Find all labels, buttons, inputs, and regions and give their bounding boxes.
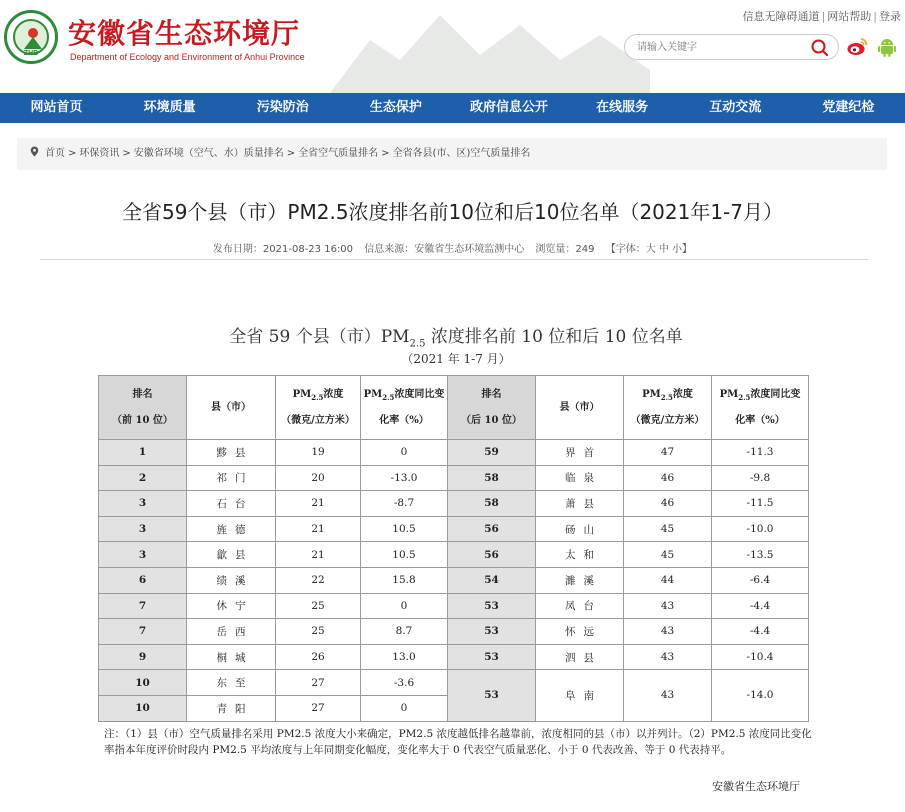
cell-county: 泗县 bbox=[536, 644, 624, 670]
cell-pm: 26 bbox=[276, 644, 361, 670]
cell-county: 界首 bbox=[536, 440, 624, 466]
ranking-table bbox=[98, 375, 809, 722]
document-signature: 安徽省生态环境厅 bbox=[712, 780, 800, 793]
cell-county: 石台 bbox=[187, 491, 276, 517]
article-title: 全省59个县（市）PM2.5浓度排名前10位和后10位名单（2021年1-7月） bbox=[121, 200, 784, 224]
logo-mountain-icon bbox=[24, 37, 42, 49]
cell-change: -4.4 bbox=[712, 593, 809, 619]
cell-rank: 3 bbox=[99, 542, 187, 568]
cell-change: -6.4 bbox=[712, 567, 809, 593]
header-county: 县（市） bbox=[187, 376, 276, 440]
cell-pm: 22 bbox=[276, 567, 361, 593]
cell-change: -8.7 bbox=[361, 491, 448, 517]
cell-change: 0 bbox=[361, 593, 448, 619]
header-change-rate: $PM_{2.5}$浓度同比变 化率（%） bbox=[361, 376, 448, 440]
nav-interaction[interactable]: 互动交流 bbox=[709, 100, 762, 115]
cell-rank: 6 bbox=[99, 567, 187, 593]
cell-change: 10.5 bbox=[361, 516, 448, 542]
cell-county: 东至 bbox=[187, 670, 276, 696]
font-size-switch[interactable]: 【字体：大 中 小】 bbox=[605, 244, 693, 255]
cell-rank: 59 bbox=[448, 440, 536, 466]
cell-rank: 7 bbox=[99, 619, 187, 645]
cell-county: 休宁 bbox=[187, 593, 276, 619]
cell-pm: 46 bbox=[624, 465, 712, 491]
document-note: 注：（1）县（市）空气质量排名采用 PM2.5 浓度大小来确定，PM2.5 浓度越低排名越靠前，浓度相同的县（市）以并列计。（2）PM2.5 浓度同比变化率指本年度评价时段内 PM2.5 平均浓度与上年同期变化幅度，变化率大于 0 代表空气质量恶化、小于 0 代表改善、等于 0 代表持平。 bbox=[104, 728, 812, 757]
cell-pm: 45 bbox=[624, 516, 712, 542]
nav-ecology-protection[interactable]: 生态保护 bbox=[369, 100, 422, 115]
cell-rank: 10 bbox=[99, 670, 187, 696]
cell-pm: 27 bbox=[276, 670, 361, 696]
cell-change: -10.0 bbox=[712, 516, 809, 542]
cell-change: -14.0 bbox=[712, 670, 809, 721]
table-row bbox=[99, 619, 809, 645]
cell-county: 萧县 bbox=[536, 491, 624, 517]
cell-change: 8.7 bbox=[361, 619, 448, 645]
cell-county: 阜南 bbox=[536, 670, 624, 721]
cell-rank: 53 bbox=[448, 619, 536, 645]
header-rank-bottom: 排名 （后 10 位） bbox=[448, 376, 536, 440]
table-row bbox=[99, 567, 809, 593]
breadcrumb-news[interactable]: 环保资讯 bbox=[79, 148, 120, 159]
cell-rank: 56 bbox=[448, 516, 536, 542]
cell-pm: 45 bbox=[624, 542, 712, 568]
header-pm-concentration-right: $PM_{2.5}$浓度 （微克/立方米） bbox=[624, 376, 712, 440]
cell-rank: 56 bbox=[448, 542, 536, 568]
breadcrumb-county-ranking[interactable]: 全省各县(市、区)空气质量排名 bbox=[392, 148, 531, 159]
cell-change: 13.0 bbox=[361, 644, 448, 670]
cell-pm: 43 bbox=[624, 670, 712, 721]
cell-change: 10.5 bbox=[361, 542, 448, 568]
nav-home[interactable]: 网站首页 bbox=[30, 100, 83, 115]
cell-change: 0 bbox=[361, 695, 448, 721]
cell-county: 黟县 bbox=[187, 440, 276, 466]
table-row bbox=[99, 491, 809, 517]
table-body bbox=[99, 440, 809, 722]
breadcrumb-home[interactable]: 首页 bbox=[45, 148, 65, 159]
cell-rank: 3 bbox=[99, 516, 187, 542]
cell-county: 绩溪 bbox=[187, 567, 276, 593]
publish-date: 发布日期：2021-08-23 16:00 bbox=[212, 244, 354, 255]
cell-county: 桐城 bbox=[187, 644, 276, 670]
cell-change: 15.8 bbox=[361, 567, 448, 593]
table-row bbox=[99, 465, 809, 491]
location-icon bbox=[29, 146, 40, 157]
cell-pm: 21 bbox=[276, 542, 361, 568]
cell-county: 青阳 bbox=[187, 695, 276, 721]
nav-pollution-control[interactable]: 污染防治 bbox=[256, 100, 309, 115]
header-change-rate-right: $PM_{2.5}$浓度同比变 化率（%） bbox=[712, 376, 809, 440]
site-title[interactable]: 安徽省生态环境厅 bbox=[68, 17, 301, 50]
cell-rank: 3 bbox=[99, 491, 187, 517]
cell-rank: 2 bbox=[99, 465, 187, 491]
cell-rank: 10 bbox=[99, 695, 187, 721]
cell-county: 太和 bbox=[536, 542, 624, 568]
weibo-icon[interactable] bbox=[846, 36, 868, 58]
cell-county: 怀远 bbox=[536, 619, 624, 645]
cell-pm: 46 bbox=[624, 491, 712, 517]
cell-county: 砀山 bbox=[536, 516, 624, 542]
top-links: 信息无障碍通道 | 网站帮助 | 登录 bbox=[742, 10, 901, 23]
cell-pm: 43 bbox=[624, 593, 712, 619]
site-header bbox=[0, 0, 905, 93]
cell-change: -3.6 bbox=[361, 670, 448, 696]
cell-rank: 53 bbox=[448, 670, 536, 721]
title-divider bbox=[40, 259, 868, 260]
header-rank-top: 排名 （前 10 位） bbox=[99, 376, 187, 440]
cell-change: -13.0 bbox=[361, 465, 448, 491]
cell-rank: 58 bbox=[448, 465, 536, 491]
header-pm-concentration: $PM_{2.5}$浓度 （微克/立方米） bbox=[276, 376, 361, 440]
breadcrumb: 首页 > 环保资讯 > 安徽省环境（空气、水）质量排名 > 全省空气质量排名 > 全省各县(市、区)空气质量排名 bbox=[17, 138, 887, 170]
cell-change: -11.3 bbox=[712, 440, 809, 466]
table-row bbox=[99, 644, 809, 670]
table-row bbox=[99, 440, 809, 466]
cell-county: 濉溪 bbox=[536, 567, 624, 593]
android-icon[interactable] bbox=[876, 36, 898, 58]
cell-pm: 44 bbox=[624, 567, 712, 593]
table-row bbox=[99, 542, 809, 568]
header-county-right: 县（市） bbox=[536, 376, 624, 440]
cell-change: -11.5 bbox=[712, 491, 809, 517]
document-title: 全省 59 个县（市）$PM_{2.5}$ 浓度排名前 10 位和后 10 位名单 bbox=[229, 327, 683, 350]
cell-pm: 19 bbox=[276, 440, 361, 466]
nav-party-building[interactable]: 党建纪检 bbox=[822, 100, 875, 115]
cell-rank: 7 bbox=[99, 593, 187, 619]
cell-rank: 53 bbox=[448, 644, 536, 670]
help-link[interactable]: 网站帮助 bbox=[827, 10, 872, 23]
view-count: 浏览量：249 bbox=[535, 244, 595, 255]
cell-pm: 25 bbox=[276, 619, 361, 645]
cell-pm: 21 bbox=[276, 516, 361, 542]
cell-county: 旌德 bbox=[187, 516, 276, 542]
table-row bbox=[99, 670, 809, 696]
site-subtitle: Department of Ecology and Environment of Anhui Province bbox=[70, 52, 305, 62]
cell-rank: 1 bbox=[99, 440, 187, 466]
accessibility-link[interactable]: 信息无障碍通道 bbox=[742, 10, 820, 23]
cell-pm: 20 bbox=[276, 465, 361, 491]
cell-rank: 58 bbox=[448, 491, 536, 517]
breadcrumb-air-ranking[interactable]: 全省空气质量排名 bbox=[298, 148, 379, 159]
nav-government-info[interactable]: 政府信息公开 bbox=[470, 100, 549, 115]
cell-rank: 53 bbox=[448, 593, 536, 619]
cell-pm: 27 bbox=[276, 695, 361, 721]
nav-environment-quality[interactable]: 环境质量 bbox=[143, 100, 196, 115]
search-input[interactable] bbox=[637, 39, 807, 56]
cell-change: 0 bbox=[361, 440, 448, 466]
cell-rank: 54 bbox=[448, 567, 536, 593]
login-link[interactable]: 登录 bbox=[879, 10, 901, 23]
table-row bbox=[99, 593, 809, 619]
cell-change: -13.5 bbox=[712, 542, 809, 568]
table-row bbox=[99, 516, 809, 542]
cell-pm: 43 bbox=[624, 644, 712, 670]
document-image bbox=[96, 270, 816, 812]
site-logo[interactable] bbox=[4, 10, 58, 64]
cell-change: -10.4 bbox=[712, 644, 809, 670]
cell-county: 祁门 bbox=[187, 465, 276, 491]
nav-online-service[interactable]: 在线服务 bbox=[596, 100, 649, 115]
search-box[interactable] bbox=[624, 34, 839, 60]
header-mountains-decoration bbox=[330, 0, 650, 93]
cell-county: 岳西 bbox=[187, 619, 276, 645]
cell-pm: 21 bbox=[276, 491, 361, 517]
cell-county: 歙县 bbox=[187, 542, 276, 568]
info-source: 信息来源：安徽省生态环境监测中心 bbox=[364, 244, 525, 255]
cell-county: 凤台 bbox=[536, 593, 624, 619]
breadcrumb-quality-ranking[interactable]: 安徽省环境（空气、水）质量排名 bbox=[133, 148, 284, 159]
logo-text: ZHB bbox=[23, 50, 39, 57]
cell-change: -4.4 bbox=[712, 619, 809, 645]
main-nav bbox=[0, 93, 905, 123]
cell-county: 临泉 bbox=[536, 465, 624, 491]
table-header-row bbox=[99, 376, 809, 440]
document-subtitle: （2021 年 1-7 月） bbox=[401, 352, 511, 366]
cell-change: -9.8 bbox=[712, 465, 809, 491]
article-meta bbox=[0, 240, 905, 255]
search-icon[interactable] bbox=[811, 39, 828, 56]
cell-rank: 9 bbox=[99, 644, 187, 670]
cell-pm: 43 bbox=[624, 619, 712, 645]
cell-pm: 25 bbox=[276, 593, 361, 619]
cell-pm: 47 bbox=[624, 440, 712, 466]
